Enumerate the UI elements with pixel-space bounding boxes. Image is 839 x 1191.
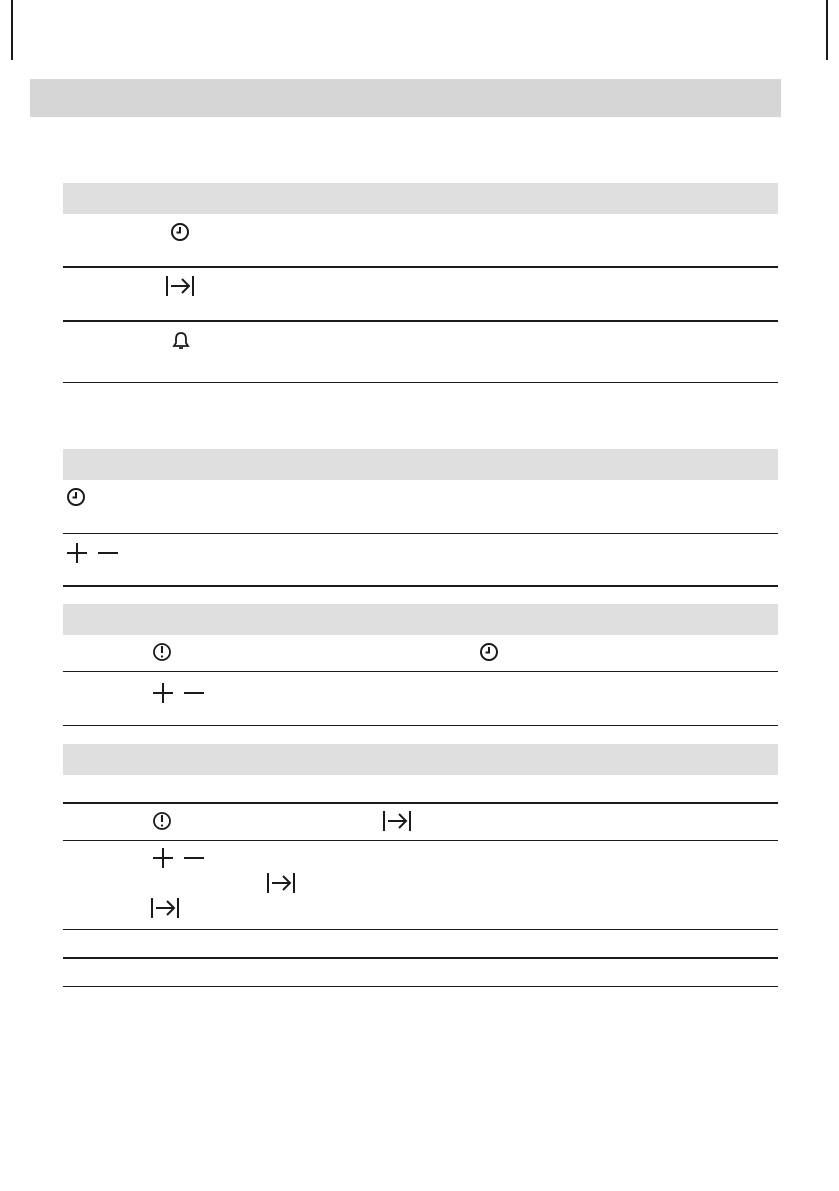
binding-mark-left — [11, 0, 13, 60]
end-arrow-icon — [165, 275, 195, 297]
table-2-header — [63, 449, 778, 480]
row-divider — [63, 986, 778, 987]
timer-icon — [152, 642, 172, 662]
row-divider — [63, 382, 778, 383]
end-arrow-icon — [150, 897, 180, 919]
row-divider — [63, 533, 778, 534]
row-divider — [63, 840, 778, 841]
minus-icon — [97, 542, 119, 564]
row-divider — [63, 725, 778, 726]
clock-icon — [66, 487, 86, 507]
table-3-header — [63, 604, 778, 635]
plus-icon — [152, 847, 174, 869]
row-divider — [63, 585, 778, 587]
bell-icon — [172, 331, 190, 351]
row-divider — [63, 671, 778, 672]
minus-icon — [183, 682, 205, 704]
end-arrow-icon — [266, 872, 296, 894]
binding-mark-right — [826, 0, 828, 60]
row-divider — [63, 320, 778, 322]
row-divider — [63, 957, 778, 959]
timer-icon — [152, 811, 172, 831]
section-banner — [30, 79, 781, 117]
clock-icon — [479, 642, 499, 662]
row-divider — [63, 929, 778, 930]
table-1-header — [63, 183, 778, 214]
table-4-header — [63, 744, 778, 775]
row-divider — [63, 802, 778, 804]
plus-icon — [66, 542, 88, 564]
clock-icon — [170, 222, 190, 242]
end-arrow-icon — [382, 810, 412, 832]
row-divider — [63, 266, 778, 268]
minus-icon — [183, 847, 205, 869]
plus-icon — [152, 682, 174, 704]
